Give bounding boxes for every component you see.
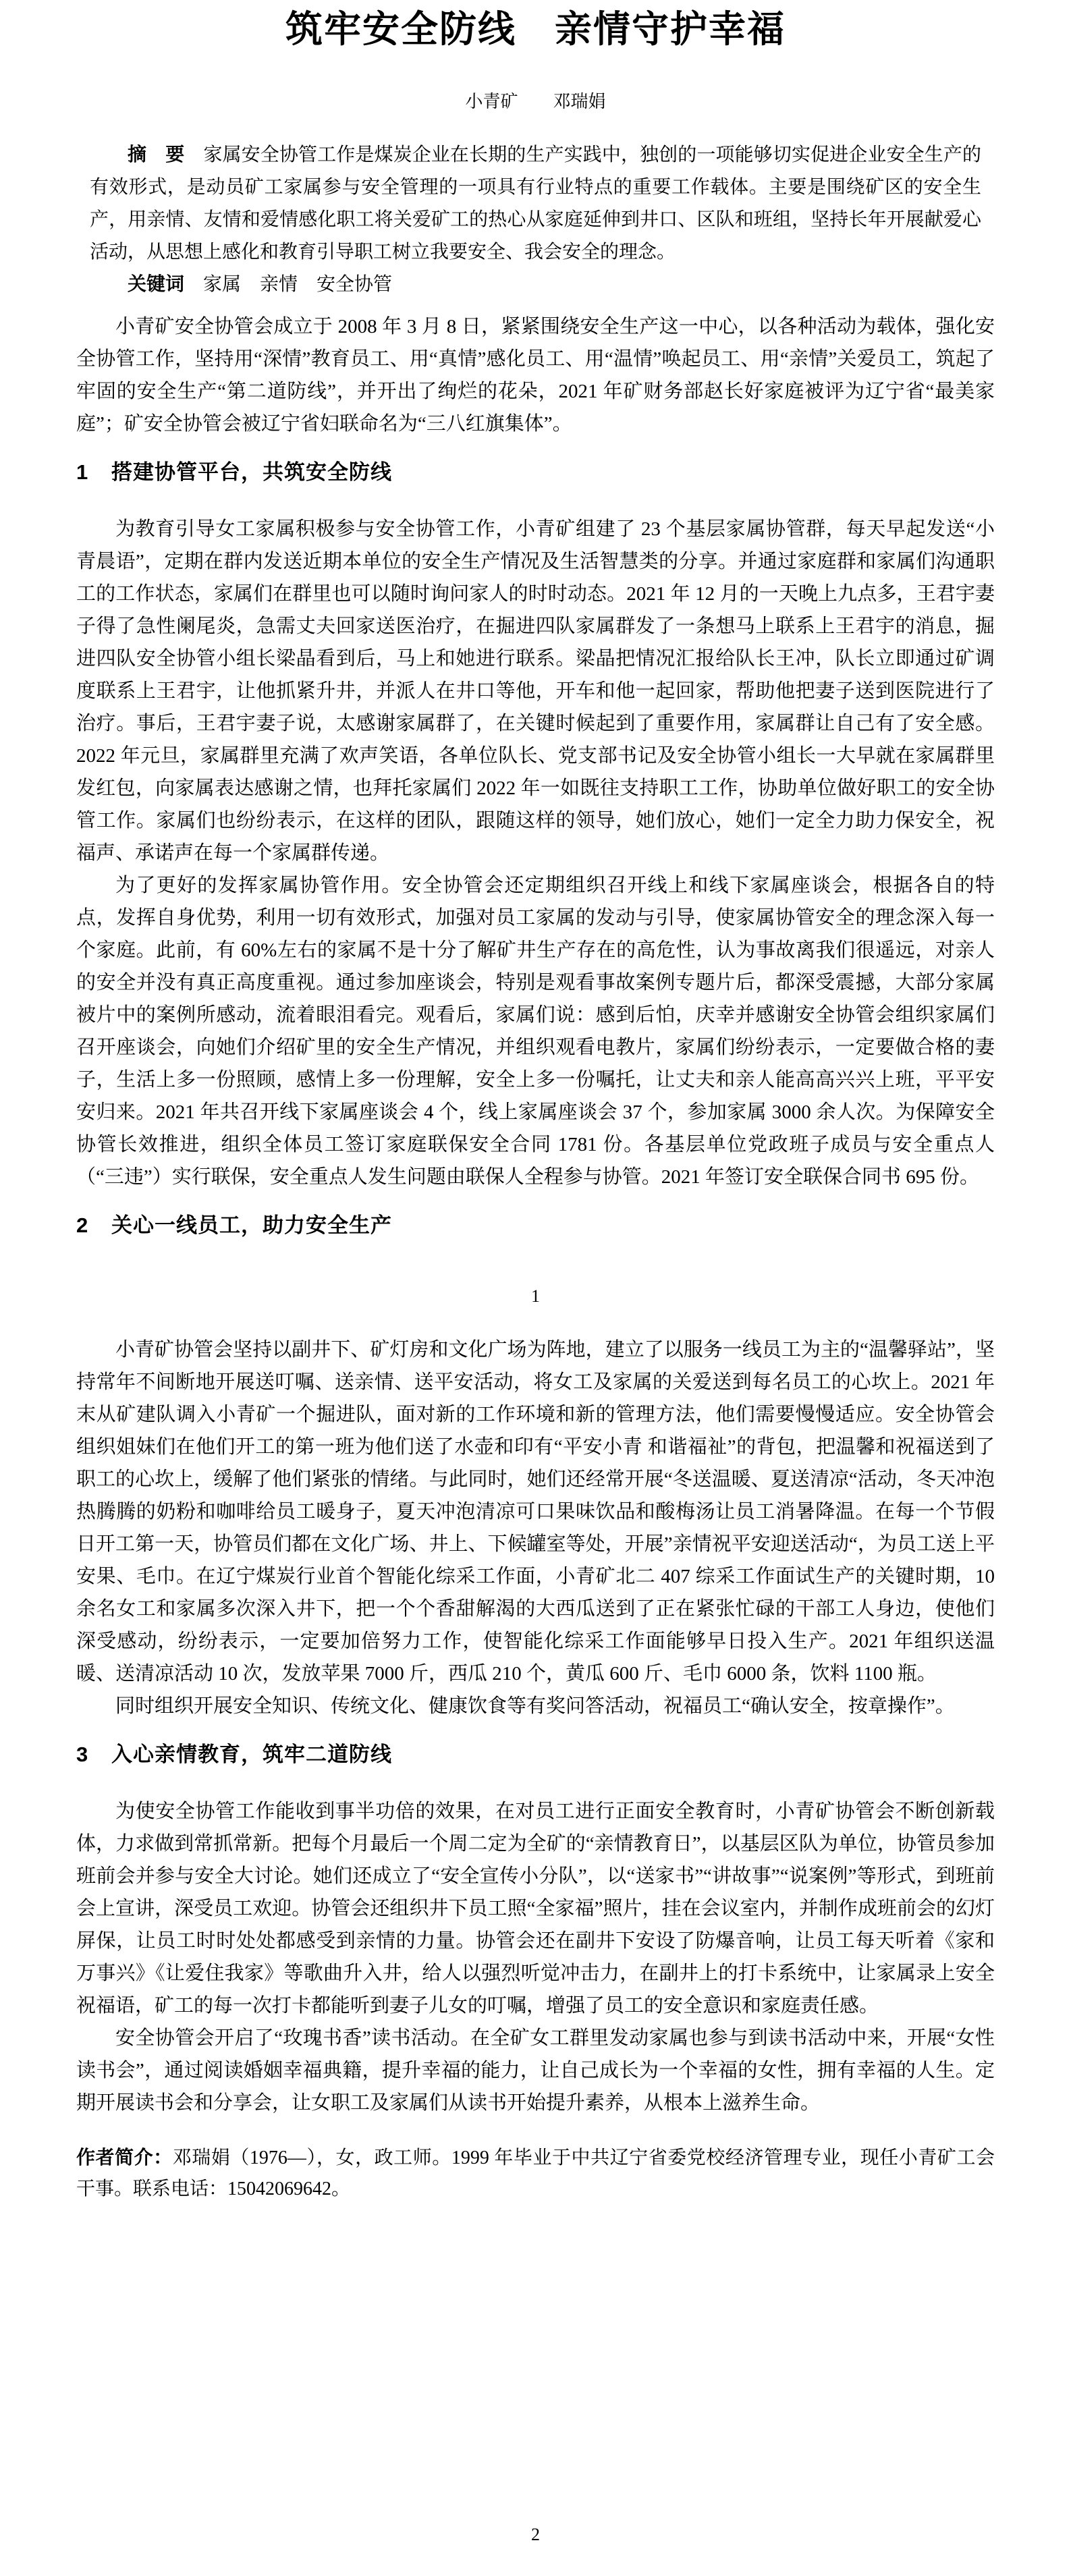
authors-line: 小青矿 邓瑞娟	[465, 92, 606, 111]
author-bio	[76, 2142, 995, 2205]
page-number-1: 1	[531, 1286, 540, 1306]
section-1-heading	[76, 459, 995, 486]
keywords-label: 关键词	[128, 274, 204, 295]
section-3-paragraph-1: 为使安全协管工作能收到事半功倍的效果，在对员工进行正面安全教育时，小青矿协管会不断创新载体，力求做到常抓常新。把每个月最后一个周二定为全矿的“亲情教育日”，以基层区队为单位，协管员参加班前会并参与安全大讨论。她们还成立了“安全宣传小分队”，以“送家书”“讲故事”“说案例”等形式，到班前会上宣讲，深受员工欢迎。协管会还组织井下员工照“全家福”照片，挂在会议室内，并制作成班前会的幻灯屏保，让员工时时处处都感受到亲情的力量。协管会还在副井下安设了防爆音响，让员工每天听着《家和万事兴》《让爱住我家》等歌曲升入井，给人以强烈听觉冲击力，在副井上的打卡系统中，让家属录上安全祝福语，矿工的每一次打卡都能听到妻子儿女的叮嘱，增强了员工的安全意识和家庭责任感。	[76, 1801, 995, 2017]
abstract-label: 摘 要	[128, 144, 204, 165]
document-title: 筑牢安全防线 亲情守护幸福	[285, 8, 786, 50]
section-3-paragraph-2: 安全协管会开启了“玫瑰书香”读书活动。在全矿女工群里发动家属也参与到读书活动中来，开展“女性读书会”，通过阅读婚姻幸福典籍，提升幸福的能力，让自己成长为一个幸福的女性，拥有幸福的人生。定期开展读书会和分享会，让女职工及家属们从读书开始提升素养，从根本上滋养生命。	[76, 2027, 995, 2114]
section-2-heading	[76, 1212, 995, 1239]
section-2-number: 2	[76, 1213, 89, 1237]
section-1-title: 搭建协管平台，共筑安全防线	[111, 460, 392, 484]
section-1-number: 1	[76, 460, 89, 484]
section-3-title: 入心亲情教育，筑牢二道防线	[111, 1743, 392, 1766]
intro-paragraph: 小青矿安全协管会成立于 2008 年 3 月 8 日，紧紧围绕安全生产这一中心，以各种活动为载体，强化安全协管工作，坚持用“深情”教育员工、用“真情”感化员工、用“温情”唤起员工、用“亲情”关爱员工，筑起了牢固的安全生产“第二道防线”，并开出了绚烂的花朵，2021 年矿财务部赵长好家庭被评为辽宁省“最美家庭”；矿安全协管会被辽宁省妇联命名为“三八红旗集体”。	[76, 316, 995, 435]
section-3-heading	[76, 1741, 995, 1768]
section-1-paragraph-2: 为了更好的发挥家属协管作用。安全协管会还定期组织召开线上和线下家属座谈会，根据各自的特点，发挥自身优势，利用一切有效形式，加强对员工家属的发动与引导，使家属协管安全的理念深入每一个家庭。此前，有 60%左右的家属不是十分了解矿井生产存在的高危性，认为事故离我们很遥远，对亲人的安全并没有真正高度重视。通过参加座谈会，特别是观看事故案例专题片后，都深受震撼，大部分家属被片中的案例所感动，流着眼泪看完。观看后，家属们说：感到后怕，庆幸并感谢安全协管会组织家属们召开座谈会，向她们介绍矿里的安全生产情况，并组织观看电教片，家属们纷纷表示，一定要做合格的妻子，生活上多一份照顾，感情上多一份理解，安全上多一份嘱托，让丈夫和亲人能高高兴兴上班，平平安安归来。2021 年共召开线下家属座谈会 4 个，线上家属座谈会 37 个，参加家属 3000 余人次。为保障安全协管长效推进，组织全体员工签订家庭联保安全合同 1781 份。各基层单位党政班子成员与安全重点人（“三违”）实行联保，安全重点人发生问题由联保人全程参与协管。2021 年签订安全联保合同书 695 份。	[76, 875, 995, 1188]
section-2-title: 关心一线员工，助力安全生产	[111, 1213, 392, 1237]
author-bio-label: 作者简介：	[76, 2147, 173, 2168]
keywords-line	[90, 269, 981, 301]
section-2-paragraph-2: 同时组织开展安全知识、传统文化、健康饮食等有奖问答活动，祝福员工“确认安全，按章操作”。	[115, 1695, 955, 1717]
section-3-number: 3	[76, 1743, 89, 1766]
author-bio-text: 邓瑞娟（1976—），女，政工师。1999 年毕业于中共辽宁省委党校经济管理专业，现任小青矿工会干事。联系电话：15042069642。	[76, 2147, 995, 2199]
section-2-paragraph-1: 小青矿协管会坚持以副井下、矿灯房和文化广场为阵地，建立了以服务一线员工为主的“温馨驿站”，坚持常年不间断地开展送叮嘱、送亲情、送平安活动，将女工及家属的关爱送到每名员工的心坎上。2021 年末从矿建队调入小青矿一个掘进队，面对新的工作环境和新的管理方法，他们需要慢慢适应。安全协管会组织姐妹们在他们开工的第一班为他们送了水壶和印有“平安小青 和谐福祉”的背包，把温馨和祝福送到了职工的心坎上，缓解了他们紧张的情绪。与此同时，她们还经常开展“冬送温暖、夏送清凉“活动，冬天冲泡热腾腾的奶粉和咖啡给员工暖身子，夏天冲泡清凉可口果味饮品和酸梅汤让员工消暑降温。在每一个节假日开工第一天，协管员们都在文化广场、井上、下候罐室等处，开展”亲情祝平安迎送活动“，为员工送上平安果、毛巾。在辽宁煤炭行业首个智能化综采工作面，小青矿北二 407 综采工作面试生产的关键时期，10 余名女工和家属多次深入井下，把一个个香甜解渴的大西瓜送到了正在紧张忙碌的干部工人身边，使他们深受感动，纷纷表示，一定要加倍努力工作，使智能化综采工作面能够早日投入生产。2021 年组织送温暖、送清凉活动 10 次，发放苹果 7000 斤，西瓜 210 个，黄瓜 600 斤、毛巾 6000 条，饮料 1100 瓶。	[76, 1339, 995, 1684]
abstract-paragraph	[90, 139, 981, 269]
page-number-2: 2	[531, 2525, 540, 2544]
keywords-text: 家属 亲情 安全协管	[203, 274, 393, 295]
abstract-text: 家属安全协管工作是煤炭企业在长期的生产实践中，独创的一项能够切实促进企业安全生产的有效形式，是动员矿工家属参与安全管理的一项具有行业特点的重要工作载体。主要是围绕矿区的安全生产，用亲情、友情和爱情感化职工将关爱矿工的热心从家庭延伸到井口、区队和班组，坚持长年开展献爱心活动，从思想上感化和教育引导职工树立我要安全、我会安全的理念。	[90, 144, 981, 263]
section-1-paragraph-1: 为教育引导女工家属积极参与安全协管工作，小青矿组建了 23 个基层家属协管群，每天早起发送“小青晨语”，定期在群内发送近期本单位的安全生产情况及生活智慧类的分享。并通过家庭群和家属们沟通职工的工作状态，家属们在群里也可以随时询问家人的时时动态。2021 年 12 月的一天晚上九点多，王君宇妻子得了急性阑尾炎，急需丈夫回家送医治疗，在掘进四队家属群发了一条想马上联系上王君宇的消息，掘进四队安全协管小组长梁晶看到后，马上和她进行联系。梁晶把情况汇报给队长王冲，队长立即通过矿调度联系上王君宇，让他抓紧升井，并派人在井口等他，开车和他一起回家，帮助他把妻子送到医院进行了治疗。事后，王君宇妻子说，太感谢家属群了，在关键时候起到了重要作用，家属群让自己有了安全感。2022 年元旦，家属群里充满了欢声笑语，各单位队长、党支部书记及安全协管小组长一大早就在家属群里发红包，向家属表达感谢之情，也拜托家属们 2022 年一如既往支持职工工作，协助单位做好职工的安全协管工作。家属们也纷纷表示，在这样的团队，跟随这样的领导，她们放心，她们一定全力助力保安全，祝福声、承诺声在每一个家属群传递。	[76, 518, 995, 864]
